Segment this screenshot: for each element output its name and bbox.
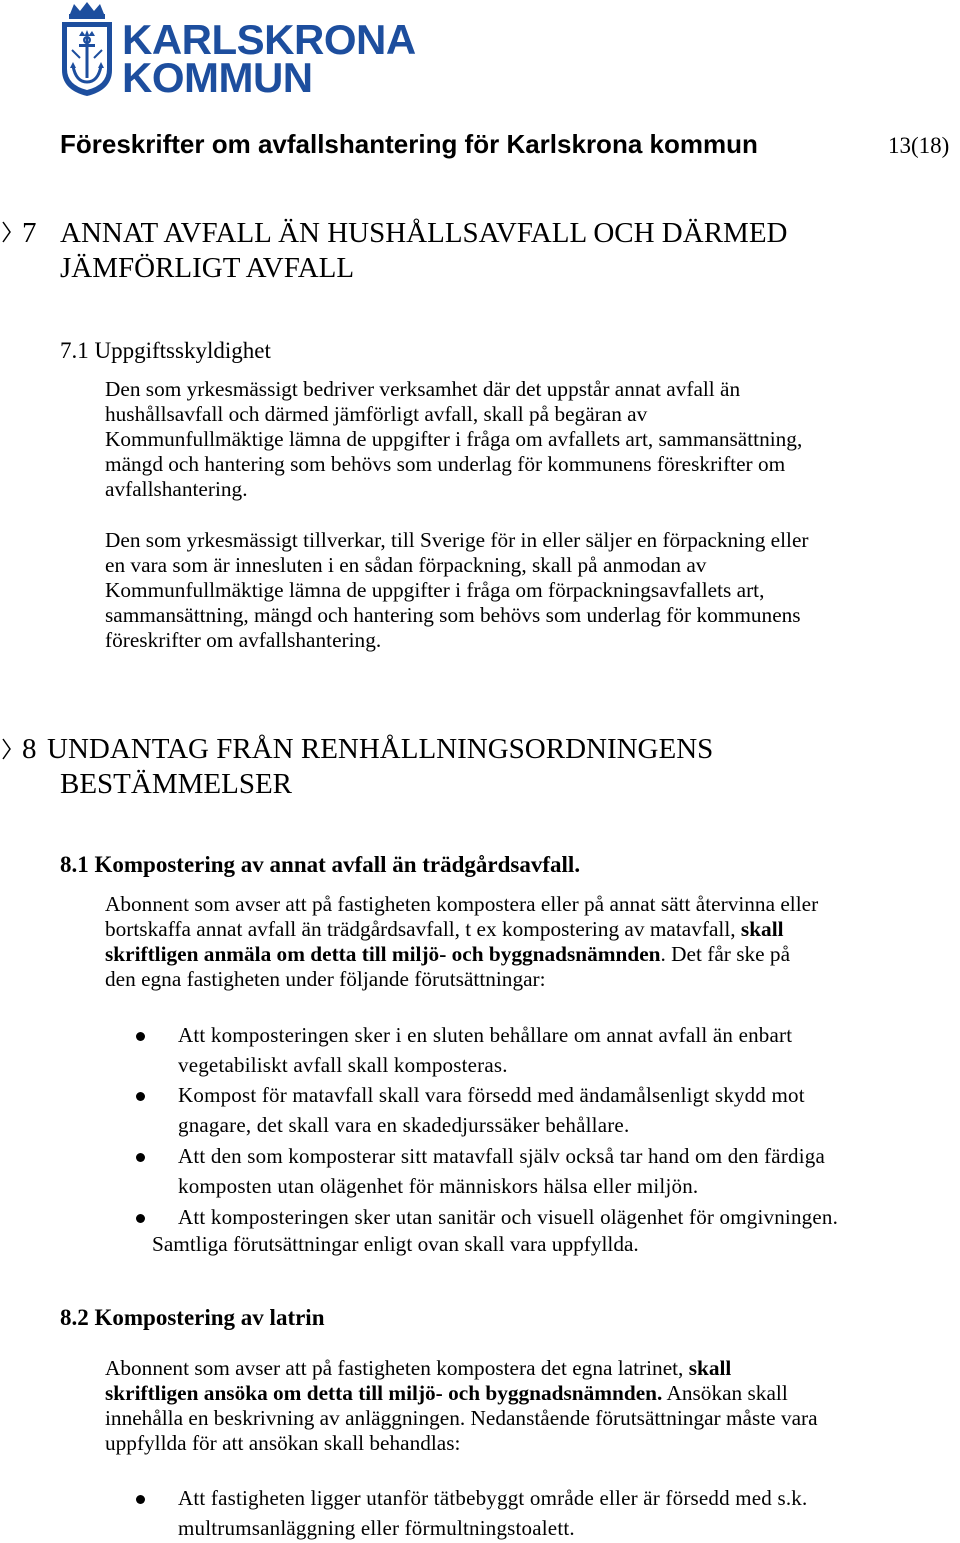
text-line: mängd och hantering som behövs som underlag för kommunens föreskrifter om — [105, 452, 957, 477]
text-line: Abonnent som avser att på fastigheten kompostera eller på annat sätt återvinna eller — [105, 892, 957, 917]
bullet-icon — [136, 1495, 145, 1504]
text-line — [105, 917, 957, 942]
bullet-icon — [136, 1153, 145, 1162]
text-line — [105, 1381, 957, 1406]
text-line: multrumsanläggning eller förmultningstoalett. — [178, 1514, 807, 1543]
text-normal: . Det får ske på — [661, 942, 791, 966]
text-line — [105, 1356, 957, 1381]
text-bold: skall — [741, 917, 784, 941]
section-arrow-icon — [2, 738, 11, 760]
subsection-8-2-heading: 8.2 Kompostering av latrin — [60, 1303, 325, 1333]
bullet-item — [178, 1142, 825, 1201]
bullet-item — [178, 1081, 805, 1140]
paragraph-7-1-b — [105, 528, 957, 653]
subsection-8-1-heading: 8.1 Kompostering av annat avfall än trädgårdsavfall. — [60, 850, 580, 880]
bullet-icon — [136, 1032, 145, 1041]
text-line: Den som yrkesmässigt tillverkar, till Sverige för in eller säljer en förpackning eller — [105, 528, 957, 553]
bullet-item — [178, 1021, 792, 1080]
document-title: Föreskrifter om avfallshantering för Karlskrona kommun — [60, 126, 758, 162]
text-line: föreskrifter om avfallshantering. — [105, 628, 957, 653]
text-line: avfallshantering. — [105, 477, 957, 502]
logo-line-1: KARLSKRONA — [122, 20, 416, 60]
section-arrow-icon — [2, 221, 11, 243]
text-line: den egna fastigheten under följande förutsättningar: — [105, 967, 957, 992]
paragraph-8-2 — [105, 1356, 957, 1456]
text-line: hushållsavfall och därmed jämförligt avfall, skall på begäran av — [105, 402, 957, 427]
text-line: Att komposteringen sker utan sanitär och visuell olägenhet för omgivningen. — [178, 1203, 838, 1233]
text-normal: Ansökan skall — [662, 1381, 787, 1405]
text-line: gnagare, det skall vara en skadedjurssäker behållare. — [178, 1111, 805, 1141]
coat-of-arms-icon — [58, 0, 116, 98]
text-normal: bortskaffa annat avfall än trädgårdsavfall, t ex kompostering av matavfall, — [105, 917, 741, 941]
paragraph-8-1 — [105, 892, 957, 992]
text-line — [105, 942, 957, 967]
text-line: innehålla en beskrivning av anläggningen. Nedanstående förutsättningar måste vara — [105, 1406, 957, 1431]
text-line: vegetabiliskt avfall skall komposteras. — [178, 1051, 792, 1081]
bullet-icon — [136, 1092, 145, 1101]
text-bold: skriftligen ansöka om detta till miljö- och byggnadsnämnden. — [105, 1381, 662, 1405]
section-7-title-line-2: JÄMFÖRLIGT AVFALL — [60, 250, 354, 286]
text-line: Att fastigheten ligger utanför tätbebyggt område eller är försedd med s.k. — [178, 1484, 807, 1514]
text-line: Kommunfullmäktige lämna de uppgifter i fråga om avfallets art, sammansättning, — [105, 427, 957, 452]
text-line: Att komposteringen sker i en sluten behållare om annat avfall än enbart — [178, 1021, 792, 1051]
subsection-7-1-heading: 7.1 Uppgiftsskyldighet — [60, 336, 271, 366]
municipality-logo — [58, 0, 448, 100]
text-bold: skriftligen anmäla om detta till miljö- och byggnadsnämnden — [105, 942, 661, 966]
section-7-title-line-1: ANNAT AVFALL ÄN HUSHÅLLSAVFALL OCH DÄRMED — [60, 215, 787, 251]
closing-statement: Samtliga förutsättningar enligt ovan skall vara uppfyllda. — [152, 1232, 960, 1257]
text-line: Den som yrkesmässigt bedriver verksamhet där det uppstår annat avfall än — [105, 377, 957, 402]
bullet-icon — [136, 1214, 145, 1223]
bullet-item — [178, 1203, 838, 1233]
text-line: en vara som är innesluten i en sådan förpackning, skall på anmodan av — [105, 553, 957, 578]
page-number: 13(18) — [888, 128, 949, 164]
text-normal: Abonnent som avser att på fastigheten kompostera det egna latrinet, — [105, 1356, 689, 1380]
text-line: Att den som komposterar sitt matavfall själv också tar hand om den färdiga — [178, 1142, 825, 1172]
paragraph-7-1-a — [105, 377, 957, 502]
text-line: Kommunfullmäktige lämna de uppgifter i fråga om förpackningsavfallets art, — [105, 578, 957, 603]
text-line: uppfyllda för att ansökan skall behandlas: — [105, 1431, 957, 1456]
bullet-item — [178, 1484, 807, 1543]
logo-line-2: KOMMUN — [122, 58, 313, 98]
section-8-title-line-2: BESTÄMMELSER — [60, 766, 292, 802]
text-line: komposten utan olägenhet för människors hälsa eller miljön. — [178, 1172, 825, 1202]
section-8-title-line-1: UNDANTAG FRÅN RENHÅLLNINGSORDNINGENS — [47, 731, 713, 767]
section-8-number: 8 — [22, 731, 37, 767]
text-line: sammansättning, mängd och hantering som behövs som underlag för kommunens — [105, 603, 957, 628]
section-7-number: 7 — [22, 215, 37, 251]
text-bold: skall — [689, 1356, 732, 1380]
text-line: Kompost för matavfall skall vara försedd med ändamålsenligt skydd mot — [178, 1081, 805, 1111]
